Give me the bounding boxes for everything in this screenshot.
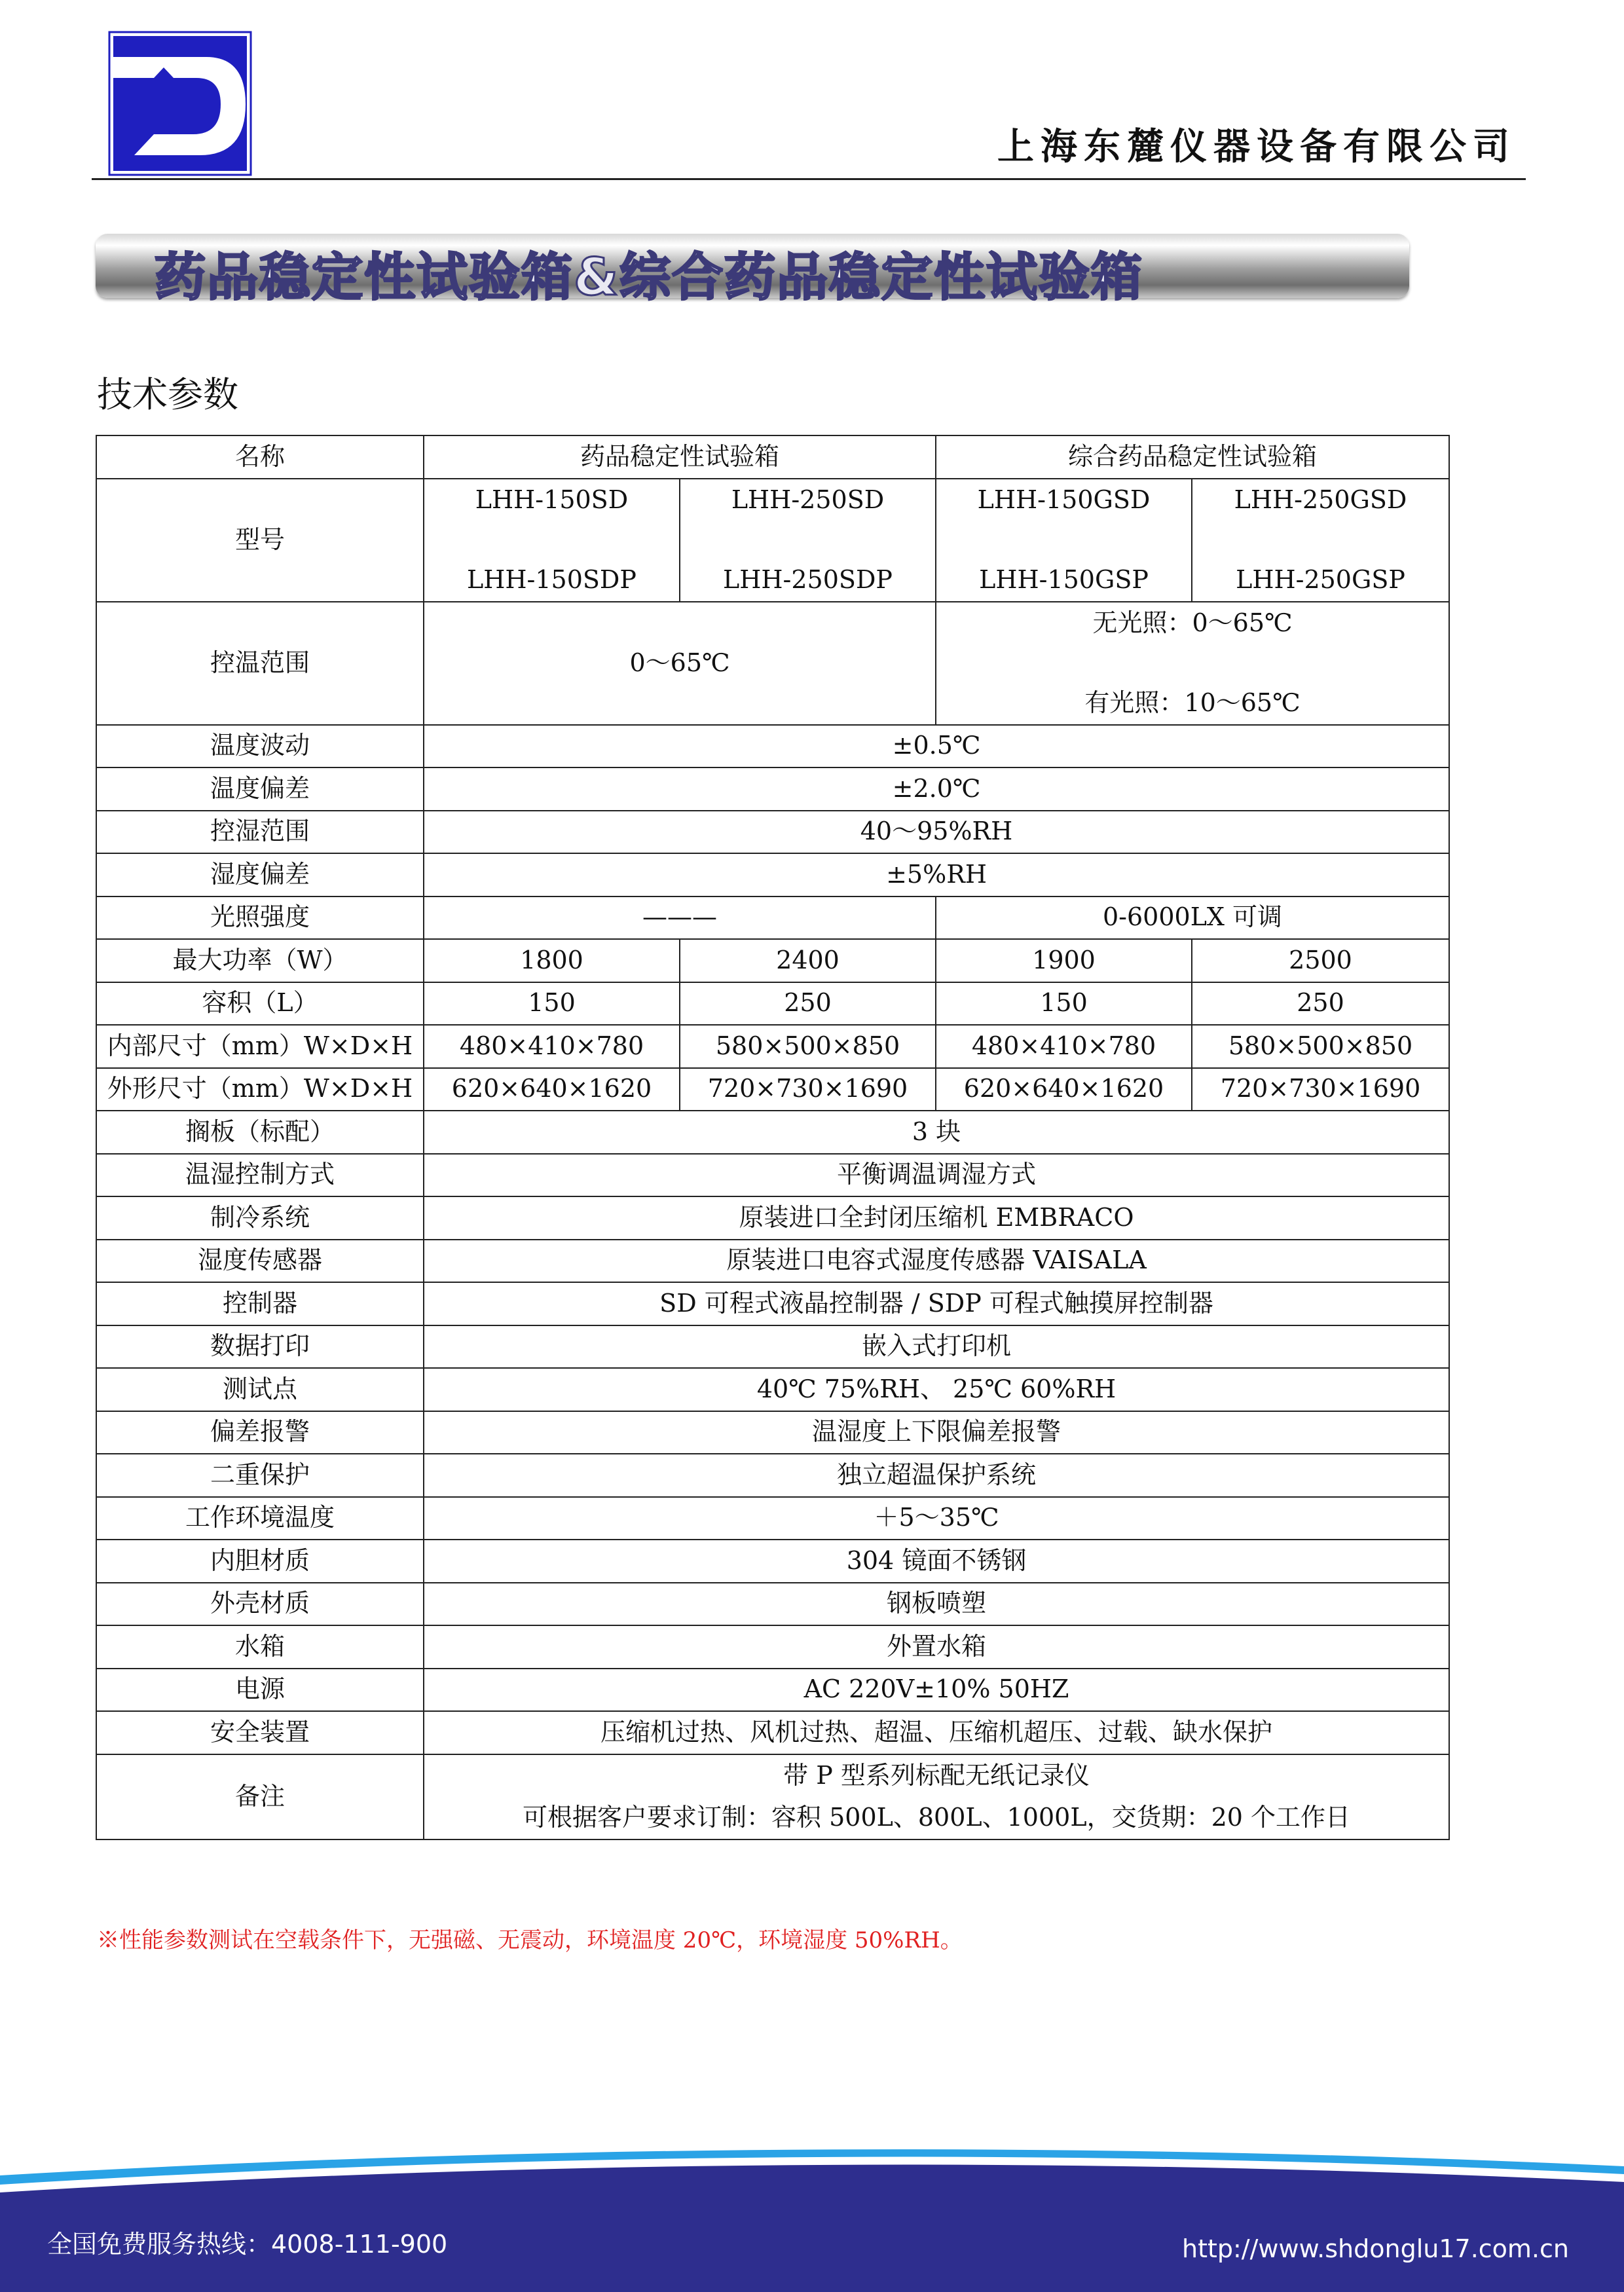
model-cell	[936, 479, 1192, 602]
table-row	[96, 811, 1449, 854]
table-row	[96, 1669, 1449, 1712]
value-cell: 压缩机过热、风机过热、超温、压缩机超压、过载、缺水保护	[424, 1711, 1449, 1754]
row-label: 外壳材质	[96, 1583, 424, 1626]
table-row	[96, 896, 1449, 940]
row-label: 型号	[96, 479, 424, 602]
remark-line: 可根据客户要求订制：容积 500L、800L、1000L，交货期：20 个工作日	[523, 1802, 1351, 1832]
service-hotline: 全国免费服务热线：4008-111-900	[47, 2230, 448, 2259]
value-cell: 620×640×1620	[936, 1068, 1192, 1111]
model-cell	[424, 479, 680, 602]
value-cell: 1800	[424, 939, 680, 982]
value-cell: 150	[424, 982, 680, 1026]
row-label: 工作环境温度	[96, 1497, 424, 1540]
value-cell: 钢板喷塑	[424, 1583, 1449, 1626]
value-cell: 720×730×1690	[680, 1068, 936, 1111]
value-cell: 480×410×780	[936, 1025, 1192, 1068]
company-name: 上海东麓仪器设备有限公司	[997, 126, 1516, 168]
table-row	[96, 435, 1449, 479]
row-label: 控温范围	[96, 602, 424, 725]
table-row	[96, 1068, 1449, 1111]
model-top: LHH-250SD	[731, 485, 885, 514]
table-row	[96, 1454, 1449, 1497]
value-cell: 1900	[936, 939, 1192, 982]
value-cell: ±0.5℃	[424, 725, 1449, 768]
table-row	[96, 939, 1449, 982]
value-cell	[424, 1754, 1449, 1839]
row-label: 控湿范围	[96, 811, 424, 854]
value-cell: 2500	[1192, 939, 1449, 982]
row-label: 内部尺寸（mm）W×D×H	[96, 1025, 424, 1068]
table-row	[96, 1497, 1449, 1540]
row-label: 温度偏差	[96, 767, 424, 811]
value-cell: 250	[1192, 982, 1449, 1026]
row-label: 外形尺寸（mm）W×D×H	[96, 1068, 424, 1111]
row-label: 最大功率（W）	[96, 939, 424, 982]
value-cell: 独立超温保护系统	[424, 1454, 1449, 1497]
row-label: 水箱	[96, 1625, 424, 1669]
title-banner	[96, 234, 1409, 307]
value-cell: SD 可程式液晶控制器 / SDP 可程式触摸屏控制器	[424, 1282, 1449, 1325]
model-top: LHH-150GSD	[977, 485, 1151, 514]
table-row	[96, 1711, 1449, 1754]
model-bottom: LHH-250SDP	[723, 564, 893, 594]
table-row	[96, 1025, 1449, 1068]
table-row	[96, 1240, 1449, 1283]
table-row	[96, 1411, 1449, 1454]
value-cell	[936, 602, 1449, 725]
value-cell: 平衡调温调湿方式	[424, 1154, 1449, 1197]
table-row	[96, 1625, 1449, 1669]
table-row	[96, 853, 1449, 896]
value-cell: 嵌入式打印机	[424, 1325, 1449, 1369]
row-label: 安全装置	[96, 1711, 424, 1754]
row-label: 名称	[96, 435, 424, 479]
value-cell: ±5%RH	[424, 853, 1449, 896]
section-title: 技术参数	[97, 374, 238, 415]
table-row	[96, 725, 1449, 768]
row-label: 备注	[96, 1754, 424, 1839]
spec-table	[96, 435, 1450, 1840]
value-cell: 150	[936, 982, 1192, 1026]
value-cell: 580×500×850	[1192, 1025, 1449, 1068]
group-a-header: 药品稳定性试验箱	[424, 435, 936, 479]
model-top: LHH-250GSD	[1234, 485, 1407, 514]
row-label: 光照强度	[96, 896, 424, 940]
value-cell: 40℃ 75%RH、 25℃ 60%RH	[424, 1368, 1449, 1411]
value-cell: 3 块	[424, 1111, 1449, 1154]
value-cell: 0-6000LX 可调	[936, 896, 1449, 940]
value-cell: 250	[680, 982, 936, 1026]
table-row	[96, 1368, 1449, 1411]
row-label: 容积（L）	[96, 982, 424, 1026]
value-line: 有光照：10～65℃	[1084, 688, 1301, 717]
row-label: 温度波动	[96, 725, 424, 768]
value-cell: 620×640×1620	[424, 1068, 680, 1111]
value-cell: 720×730×1690	[1192, 1068, 1449, 1111]
value-cell: 0～65℃	[424, 602, 936, 725]
company-logo	[108, 31, 252, 176]
row-label: 偏差报警	[96, 1411, 424, 1454]
table-row	[96, 1111, 1449, 1154]
model-cell	[680, 479, 936, 602]
row-label: 温湿控制方式	[96, 1154, 424, 1197]
footer-wave	[0, 2135, 1624, 2292]
value-cell: 480×410×780	[424, 1025, 680, 1068]
row-label: 二重保护	[96, 1454, 424, 1497]
website-link[interactable]: http://www.shdonglu17.com.cn	[1182, 2234, 1569, 2263]
row-label: 控制器	[96, 1282, 424, 1325]
value-cell: 304 镜面不锈钢	[424, 1540, 1449, 1583]
model-top: LHH-150SD	[475, 485, 629, 514]
header-divider	[92, 178, 1526, 180]
remark-line: 带 P 型系列标配无纸记录仪	[783, 1760, 1090, 1790]
table-row	[96, 1154, 1449, 1197]
table-row	[96, 602, 1449, 725]
model-cell	[1192, 479, 1449, 602]
value-cell: 原装进口电容式湿度传感器 VAISALA	[424, 1240, 1449, 1283]
model-bottom: LHH-150SDP	[467, 564, 637, 594]
table-row	[96, 479, 1449, 602]
value-cell: ＋5～35℃	[424, 1497, 1449, 1540]
table-row	[96, 982, 1449, 1026]
table-row	[96, 1282, 1449, 1325]
value-cell: 2400	[680, 939, 936, 982]
table-row	[96, 1754, 1449, 1839]
value-cell: AC 220V±10% 50HZ	[424, 1669, 1449, 1712]
row-label: 内胆材质	[96, 1540, 424, 1583]
row-label: 搁板（标配）	[96, 1111, 424, 1154]
table-row	[96, 1325, 1449, 1369]
value-cell: 温湿度上下限偏差报警	[424, 1411, 1449, 1454]
model-bottom: LHH-250GSP	[1236, 564, 1405, 594]
table-row	[96, 1540, 1449, 1583]
row-label: 测试点	[96, 1368, 424, 1411]
model-bottom: LHH-150GSP	[979, 564, 1149, 594]
row-label: 湿度传感器	[96, 1240, 424, 1283]
test-condition-note: ※性能参数测试在空载条件下，无强磁、无震动，环境温度 20℃，环境湿度 50%RH。	[97, 1927, 963, 1953]
row-label: 制冷系统	[96, 1196, 424, 1240]
value-cell: 原装进口全封闭压缩机 EMBRACO	[424, 1196, 1449, 1240]
value-cell: ±2.0℃	[424, 767, 1449, 811]
row-label: 湿度偏差	[96, 853, 424, 896]
value-cell: 外置水箱	[424, 1625, 1449, 1669]
table-row	[96, 1196, 1449, 1240]
banner-title: 药品稳定性试验箱&综合药品稳定性试验箱	[155, 248, 1144, 307]
value-cell: ———	[424, 896, 936, 940]
value-cell: 580×500×850	[680, 1025, 936, 1068]
table-row	[96, 767, 1449, 811]
group-b-header: 综合药品稳定性试验箱	[936, 435, 1449, 479]
value-line: 无光照：0～65℃	[1092, 608, 1293, 637]
row-label: 电源	[96, 1669, 424, 1712]
row-label: 数据打印	[96, 1325, 424, 1369]
value-cell: 40～95%RH	[424, 811, 1449, 854]
table-row	[96, 1583, 1449, 1626]
